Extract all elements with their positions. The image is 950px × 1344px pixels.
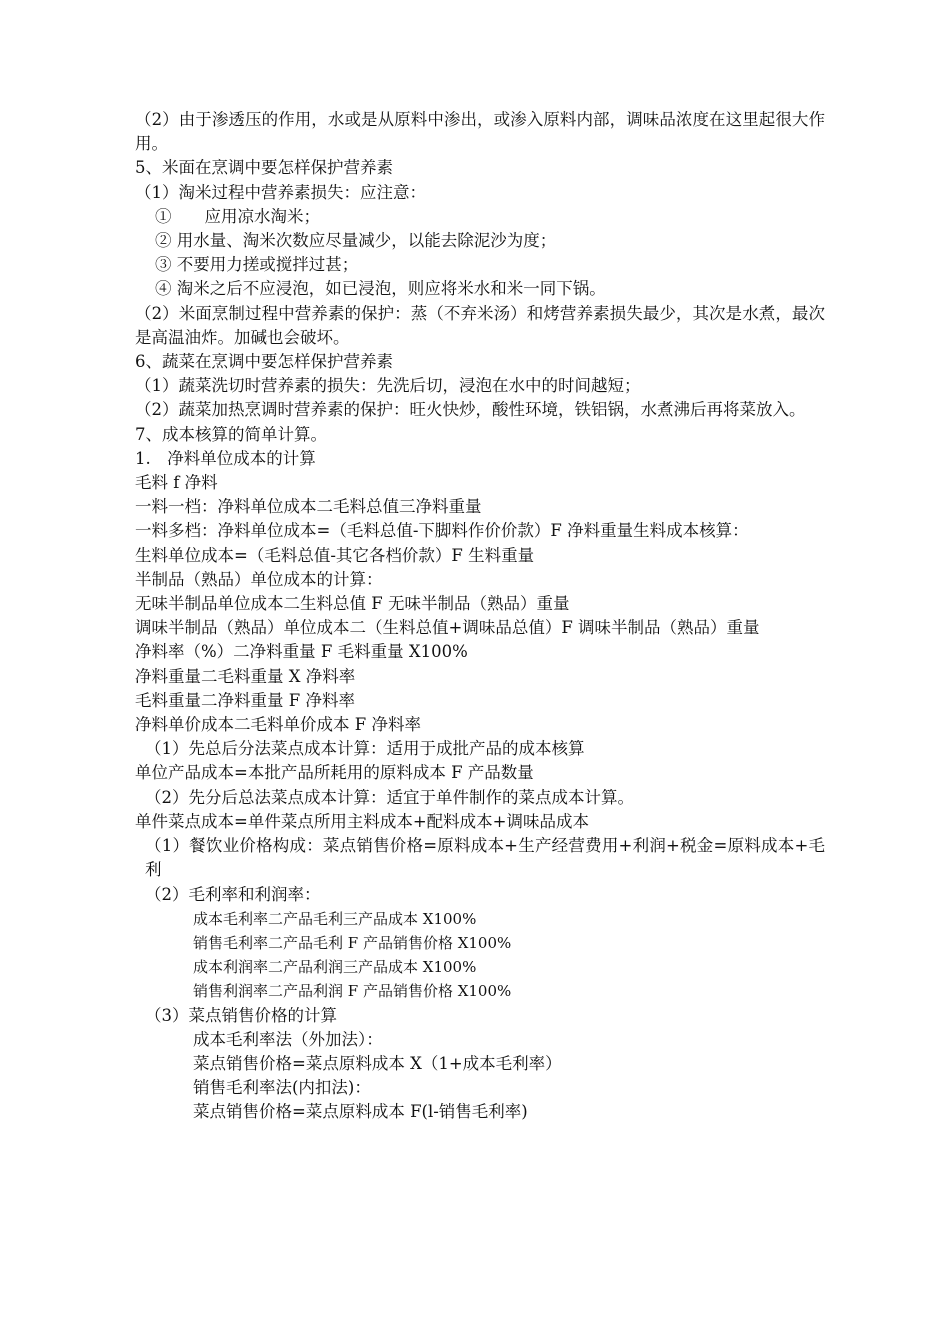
text-line: （2）毛利率和利润率： bbox=[145, 884, 321, 904]
paragraph: （2）由于渗透压的作用，水或是从原料中渗出，或渗入原料内部，调味品浓度在这里起很大作用。 bbox=[135, 110, 825, 154]
formula-line: 成本毛利率二产品毛利三产品成本 X100% bbox=[193, 909, 477, 928]
formula-line: 单件菜点成本=单件菜点所用主料成本+配料成本+调味品成本 bbox=[135, 811, 589, 831]
list-item: ③ 不要用力搓或搅拌过甚； bbox=[155, 255, 359, 275]
text-line: 一料一档：净料单位成本二毛料总值三净料重量 bbox=[135, 497, 482, 517]
text-line: （1）先总后分法菜点成本计算：适用于成批产品的成本核算 bbox=[145, 739, 585, 759]
formula-line: 单位产品成本=本批产品所耗用的原料成本 F 产品数量 bbox=[135, 763, 534, 783]
formula-line: 菜点销售价格=菜点原料成本 F(l-销售毛利率) bbox=[193, 1102, 528, 1122]
formula-line: 销售毛利率二产品毛利 F 产品销售价格 X100% bbox=[193, 933, 512, 952]
formula-line: 成本利润率二产品利润三产品成本 X100% bbox=[193, 958, 477, 977]
section-heading: 6、蔬菜在烹调中要怎样保护营养素 bbox=[135, 352, 393, 372]
paragraph: （1）蔬菜洗切时营养素的损失：先洗后切，浸泡在水中的时间越短； bbox=[135, 376, 641, 396]
text-line: 成本毛利率法（外加法）： bbox=[193, 1029, 383, 1049]
paragraph: （1）餐饮业价格构成：菜点销售价格=原料成本+生产经营费用+利润+税金=原料成本+毛利 bbox=[145, 836, 825, 880]
paragraph: （2）米面烹制过程中营养素的保护：蒸（不弃米汤）和烤营养素损失最少，其次是水煮，最次是高温油炸。加碱也会破坏。 bbox=[135, 303, 825, 347]
paragraph: （2）蔬菜加热烹调时营养素的保护：旺火快炒，酸性环境，铁铝锅，水煮沸后再将菜放入。 bbox=[135, 400, 806, 420]
formula-line: 净料率（%）二净料重量 F 毛料重量 X100% bbox=[135, 642, 468, 662]
list-item: ② 用水量、淘米次数应尽量减少，以能去除泥沙为度； bbox=[155, 231, 557, 251]
formula-line: 净料重量二毛料重量 X 净料率 bbox=[135, 666, 356, 686]
text-line: （2）先分后总法菜点成本计算：适宜于单件制作的菜点成本计算。 bbox=[145, 787, 634, 807]
text-line: 半制品（熟品）单位成本的计算： bbox=[135, 569, 383, 589]
paragraph: （1）淘米过程中营养素损失：应注意： bbox=[135, 182, 426, 202]
section-heading: 5、米面在烹调中要怎样保护营养素 bbox=[135, 158, 393, 178]
list-item: ④ 淘米之后不应浸泡，如已浸泡，则应将米水和米一同下锅。 bbox=[155, 279, 606, 299]
text-line: 生料单位成本=（毛料总值-其它各档价款）F 生料重量 bbox=[135, 545, 535, 565]
formula-line: 净料单价成本二毛料单价成本 F 净料率 bbox=[135, 715, 421, 735]
document-page bbox=[135, 108, 825, 1125]
text-line: 无味半制品单位成本二生料总值 F 无味半制品（熟品）重量 bbox=[135, 594, 570, 614]
text-line: 一料多档：净料单位成本=（毛料总值-下脚料作价价款）F 净料重量生料成本核算： bbox=[135, 521, 749, 541]
formula-line: 菜点销售价格=菜点原料成本 X（1+成本毛利率） bbox=[193, 1053, 562, 1073]
section-heading: 7、成本核算的简单计算。 bbox=[135, 424, 327, 444]
text-line: 销售毛利率法(内扣法)： bbox=[193, 1078, 371, 1098]
text-line: 毛料 f 净料 bbox=[135, 473, 218, 493]
text-line: 调味半制品（熟品）单位成本二（生料总值+调味品总值）F 调味半制品（熟品）重量 bbox=[135, 618, 760, 638]
formula-line: 毛料重量二净料重量 F 净料率 bbox=[135, 690, 355, 710]
subsection-heading: 1. 净料单位成本的计算 bbox=[135, 448, 316, 468]
text-line: （3）菜点销售价格的计算 bbox=[145, 1005, 337, 1025]
formula-line: 销售利润率二产品利润 F 产品销售价格 X100% bbox=[193, 982, 512, 1001]
list-item: ① 应用凉水淘米； bbox=[155, 206, 320, 226]
